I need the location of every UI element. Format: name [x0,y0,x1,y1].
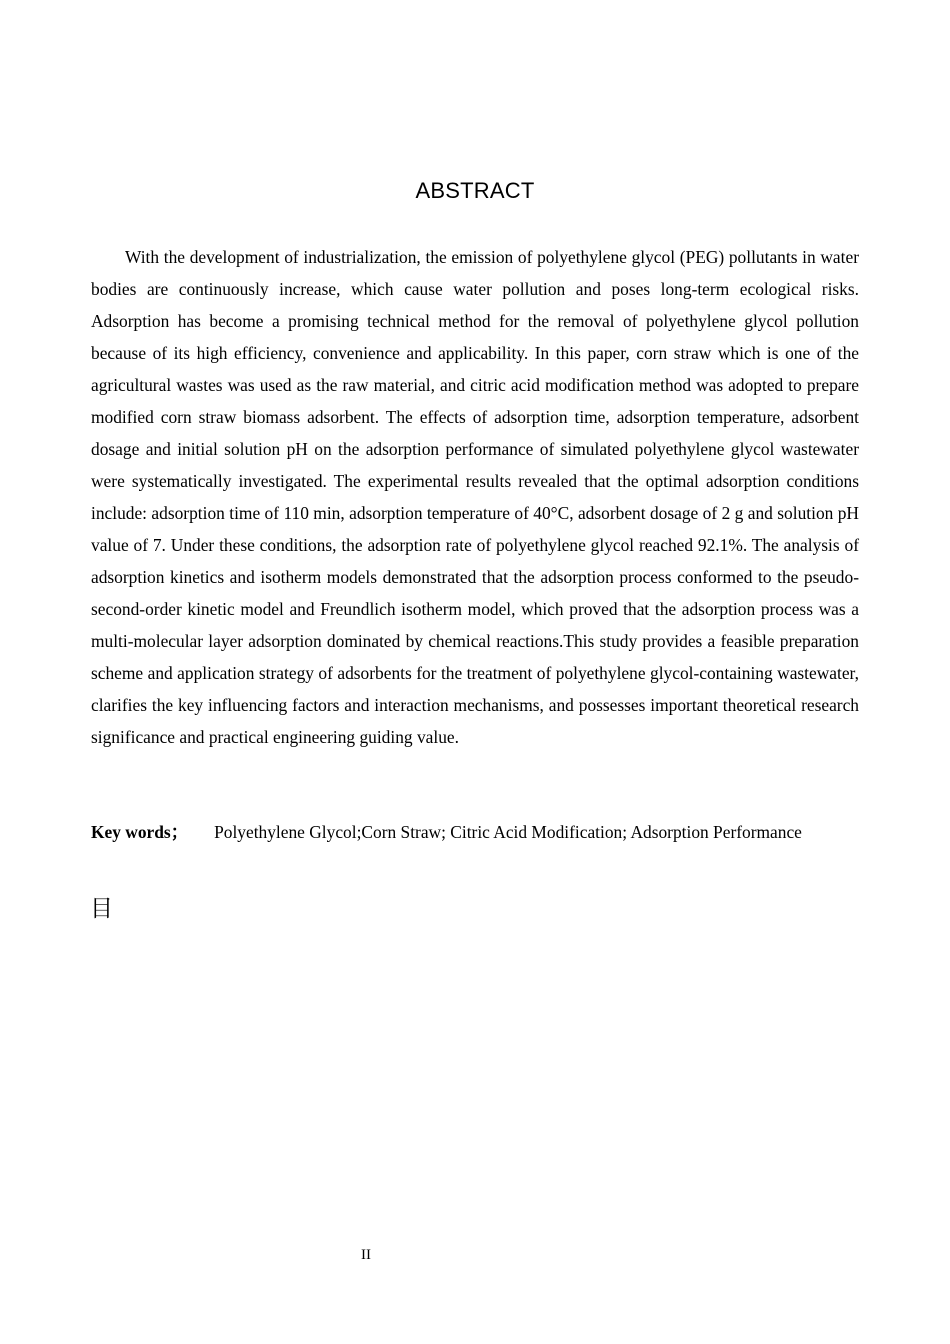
toc-heading: 目 [90,896,113,922]
abstract-title: ABSTRACT [415,178,535,203]
page-number: II [361,1247,371,1263]
abstract-body: With the development of industrialization, the emission of polyethylene glycol (PEG) pollutants in water bodies are continuously increase, which cause water pollution and poses long-term ecological risks. Adsorption has become a promising technical method for the removal of polyethylene glycol pollution because of its high efficiency, convenience and applicability. In this paper, corn straw which is one of the agricultural wastes was used as the raw material, and citric acid modification method was adopted to prepare modified corn straw biomass adsorbent. The effects of adsorption time, adsorption temperature, adsorbent dosage and initial solution pH on the adsorption performance of simulated polyethylene glycol wastewater were systematically investigated. The experimental results revealed that the optimal adsorption conditions include: adsorption time of 110 min, adsorption temperature of 40°C, adsorbent dosage of 2 g and solution pH value of 7. Under these conditions, the adsorption rate of polyethylene glycol reached 92.1%. The analysis of adsorption kinetics and isotherm models demonstrated that the adsorption process conformed to the pseudo-second-order kinetic model and Freundlich isotherm model, which proved that the adsorption process was a multi-molecular layer adsorption dominated by chemical reactions.This study provides a feasible preparation scheme and application strategy of adsorbents for the treatment of polyethylene glycol-containing wastewater, clarifies the key influencing factors and interaction mechanisms, and possesses important theoretical research significance and practical engineering guiding value. [91,247,859,747]
keywords-label: Key words； [91,822,189,842]
keywords-list: Polyethylene Glycol;Corn Straw; Citric Acid Modification; Adsorption Performance [214,822,802,842]
keywords-line [91,817,859,848]
